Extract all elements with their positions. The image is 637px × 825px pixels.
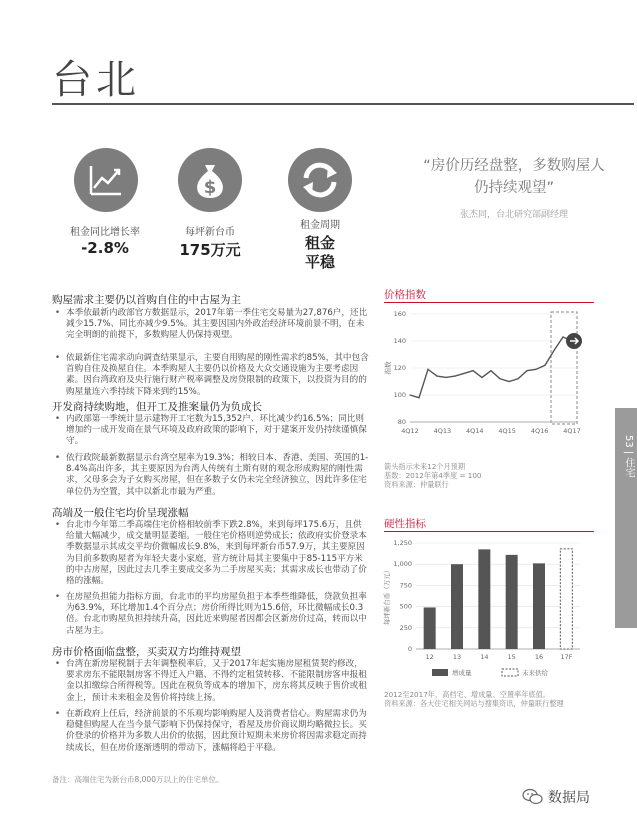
price-index-note-2: 基数：2012年第4季度 = 100 <box>384 471 482 481</box>
x-tick-label: 4Q15 <box>498 427 516 435</box>
price-index-chart <box>380 306 596 450</box>
section-heading-prices: 高端及一般住宅均价呈现涨幅 <box>52 507 189 519</box>
bar-future-supply <box>560 549 572 649</box>
section-heading-demand: 购屋需求主要仍以首购自住的中古屋为主 <box>52 294 241 306</box>
price-index-point <box>436 376 437 377</box>
price-index-point <box>526 370 527 371</box>
title-divider <box>52 103 634 105</box>
quote-line-2: 仍持续观望” <box>473 180 554 196</box>
x-tick-label: 17F <box>560 653 573 661</box>
bullet-outlook-2: • 在新政府上任后，经济前景的不乐观均影响购屋人及消费者信心。购屋需求仍为稳健但购屋人在当今景气影响下仍保持保守，看屋及房价商议期均略微拉长。买价登录的价格并为多数人出价的依据，因此预计短期未来房价将因需求稳定而持续成长，但在房价逐渐透明的带动下，涨幅将趋于平稳。 <box>52 709 370 754</box>
y-tick-label: 1,000 <box>393 560 412 569</box>
bar-completions <box>478 549 490 649</box>
stat-label-rent-growth: 租金同比增长率 <box>70 227 140 238</box>
side-page-tab-label: 53 | 住宅 <box>623 435 634 478</box>
line-chart-icon <box>74 148 138 212</box>
x-tick-label: 4Q13 <box>433 427 452 435</box>
price-index-point <box>508 381 509 382</box>
y-tick-label: 0 <box>407 645 412 653</box>
section-heading-outlook: 房市价格面临盘整，买卖双方均维持观望 <box>52 646 241 658</box>
bullet-outlook-1: • 台湾在新房屋税制于去年调整税率后，又于2017年起实施房屋租赁契约修改，要求房东不能限制房客不得迁入户籍、不得约定租赁转移、不能限制房客申报租金以扣缴综合所得税等。因此在税负等成本的增加下，房东将其反映于售价或租金上，预计未来租金及售价将持续上扬。 <box>52 659 370 704</box>
price-index-point <box>481 377 482 378</box>
y-tick-label: 80 <box>397 418 406 426</box>
price-index-point <box>445 377 446 378</box>
bullet-demand-1: • 本季依最新内政部官方数据显示，2017年第一季住宅交易量为27,876户，还比减少15.7%、同比亦减少9.5%。其主要因国内外政治经济环境前景不明，在未完全明朗的前提下，多数购屋人仍保持观望。 <box>52 308 370 342</box>
bullet-supply-2: • 依行政院最新数据显示台湾空屋率为19.3%；相较日本、香港、美国、英国的1-8.4%高出许多，其主要原因为台湾人传统有土斯有财的观念形成购屋的刚性需求，父母多会为子女购买房屋，但在多数子女仍未完全经济独立，因此许多住宅单位仍为空置，其中以新北市最为严重。 <box>52 453 370 498</box>
y-tick-label: 500 <box>399 602 412 611</box>
page-title: 台北 <box>52 57 140 103</box>
price-index-point <box>427 369 428 370</box>
supply-title-rule <box>384 531 594 532</box>
price-index-point <box>544 365 545 366</box>
supply-note-2: 资料来源：各大住宅相关网站与搜集资讯，仲量联行整理 <box>384 699 564 709</box>
y-tick-label: 120 <box>393 364 406 372</box>
x-tick-label: 4Q12 <box>401 427 419 435</box>
price-index-point <box>418 397 419 398</box>
price-index-note-3: 资料来源：仲量联行 <box>384 480 449 490</box>
stat-label-rent-cycle: 租金周期 <box>300 220 340 231</box>
bullet-prices-1: • 台北市今年第二季高端住宅价格相较前季下跌2.8%，来到每坪175.6万，且供给量大幅减少，成交量明显萎缩。一般住宅价格则逆势成长；依政府实价登录本季数据显示其成交平均价微幅成长9.8%，来到每坪新台币57.9万，其主要原因为目前多数购屋者为年轻夫妻小家庭，营方统计局其主要集中于85-115平方米的中古房屋，因此过去几季主要成交多为二手房屋买卖；其需求成长也带动了价格的涨幅。 <box>52 520 370 587</box>
price-index-point <box>409 394 410 395</box>
footnote: 备注：高端住宅为新台币8,000万以上的住宅单位。 <box>52 775 224 784</box>
y-tick-label: 160 <box>393 310 406 318</box>
x-tick-label: 15 <box>507 653 516 661</box>
price-index-point <box>562 336 563 337</box>
money-bag-icon <box>178 148 242 212</box>
price-index-point <box>535 369 536 370</box>
bullet-prices-2: • 在房屋负担能力指标方面，台北市的平均房屋负担于本季些维降低，贷款负担率为63.9%，环比增加1.4个百分点；房价所得比则为15.6倍，环比微幅成长0.3倍。台北市购屋负担持续升高，因此近来购屋者因都会区新房价过高，转而以中古屋为主。 <box>52 592 370 637</box>
price-index-point <box>463 373 464 374</box>
bullet-supply-1: • 内政部第一季统计显示建物开工宅数为15,352户、环比减少约16.5%；同比则增加约一成开发商在景气环境及政府政策的影响下，对于建案开发仍持续谨慎保守。 <box>52 414 370 448</box>
price-index-line <box>410 337 572 398</box>
supply-notes <box>384 690 604 708</box>
price-index-point <box>472 370 473 371</box>
supply-note-1: 2012至2017年，高档宅、增成量、空置率年底值。 <box>384 690 550 699</box>
cycle-arrows-icon <box>288 148 352 212</box>
y-tick-label: 1,250 <box>393 539 412 547</box>
y-tick-label: 750 <box>399 581 412 590</box>
quote-author: 张杰同，台北研究部副经理 <box>459 210 568 220</box>
legend-swatch-completions <box>432 669 448 676</box>
price-index-point <box>553 350 554 351</box>
stat-value-rent-growth: -2.8% <box>81 239 129 257</box>
x-tick-label: 12 <box>425 653 434 661</box>
x-tick-label: 13 <box>452 653 462 661</box>
price-index-point <box>454 376 455 377</box>
bar-completions <box>424 607 436 649</box>
bullet-demand-2: • 依最新住宅需求动向调查结果显示，主要自用购屋的刚性需求约85%，其中包含首购自住及换屋自住。本季购屋人主要仍以价格及大众交通设施为主要考虑因素。因台湾政府及央行施行财产税率调整及房贷限制的政策下，以投资为目的的购屋量连六季持续下降来到约15%。 <box>52 353 370 398</box>
stat-value-rent-cycle-line1: 租金 <box>304 234 335 252</box>
stat-value-price-per-ping: 175万元 <box>179 241 241 259</box>
y-tick-label: 140 <box>393 337 406 345</box>
x-tick-label: 14 <box>480 653 489 661</box>
price-index-note-1: 箭头指示未来12个月预期 <box>384 462 466 471</box>
legend-label-completions: 增成量 <box>452 669 472 677</box>
y-axis-label: 指数 <box>384 361 392 375</box>
bar-completions <box>451 564 463 649</box>
y-tick-label: 100 <box>393 391 406 399</box>
legend-label-future: 未来供给 <box>522 669 548 677</box>
wechat-icon <box>522 788 544 810</box>
stat-label-price-per-ping: 每坪新台币 <box>185 227 235 238</box>
price-index-point <box>499 378 500 379</box>
x-tick-label: 4Q17 <box>563 427 581 435</box>
bar-completions <box>533 563 545 649</box>
price-index-title-rule <box>384 302 594 303</box>
supply-chart-title: 硬性指标 <box>384 518 426 530</box>
bar-completions <box>506 555 518 649</box>
x-tick-label: 4Q14 <box>466 427 484 435</box>
price-index-notes <box>384 462 604 490</box>
svg-text:$: $ <box>203 177 217 198</box>
y-axis-label: 每坪新台币（万元） <box>383 566 391 626</box>
pull-quote <box>398 155 630 199</box>
x-tick-label: 4Q16 <box>530 427 549 435</box>
price-index-chart-title: 价格指数 <box>384 289 426 301</box>
quote-line-1: “房价历经盘整，多数购屋人 <box>423 158 605 174</box>
supply-chart <box>380 535 596 683</box>
section-heading-supply: 开发商持续购地，但开工及推案量仍为负成长 <box>52 401 262 413</box>
watermark-text: 数据局 <box>548 790 590 806</box>
stat-value-rent-cycle-line2: 平稳 <box>304 253 335 271</box>
x-tick-label: 16 <box>534 653 544 661</box>
price-index-point <box>517 378 518 379</box>
y-tick-label: 250 <box>399 623 412 632</box>
legend-swatch-future <box>502 669 518 676</box>
price-index-point <box>490 370 491 371</box>
